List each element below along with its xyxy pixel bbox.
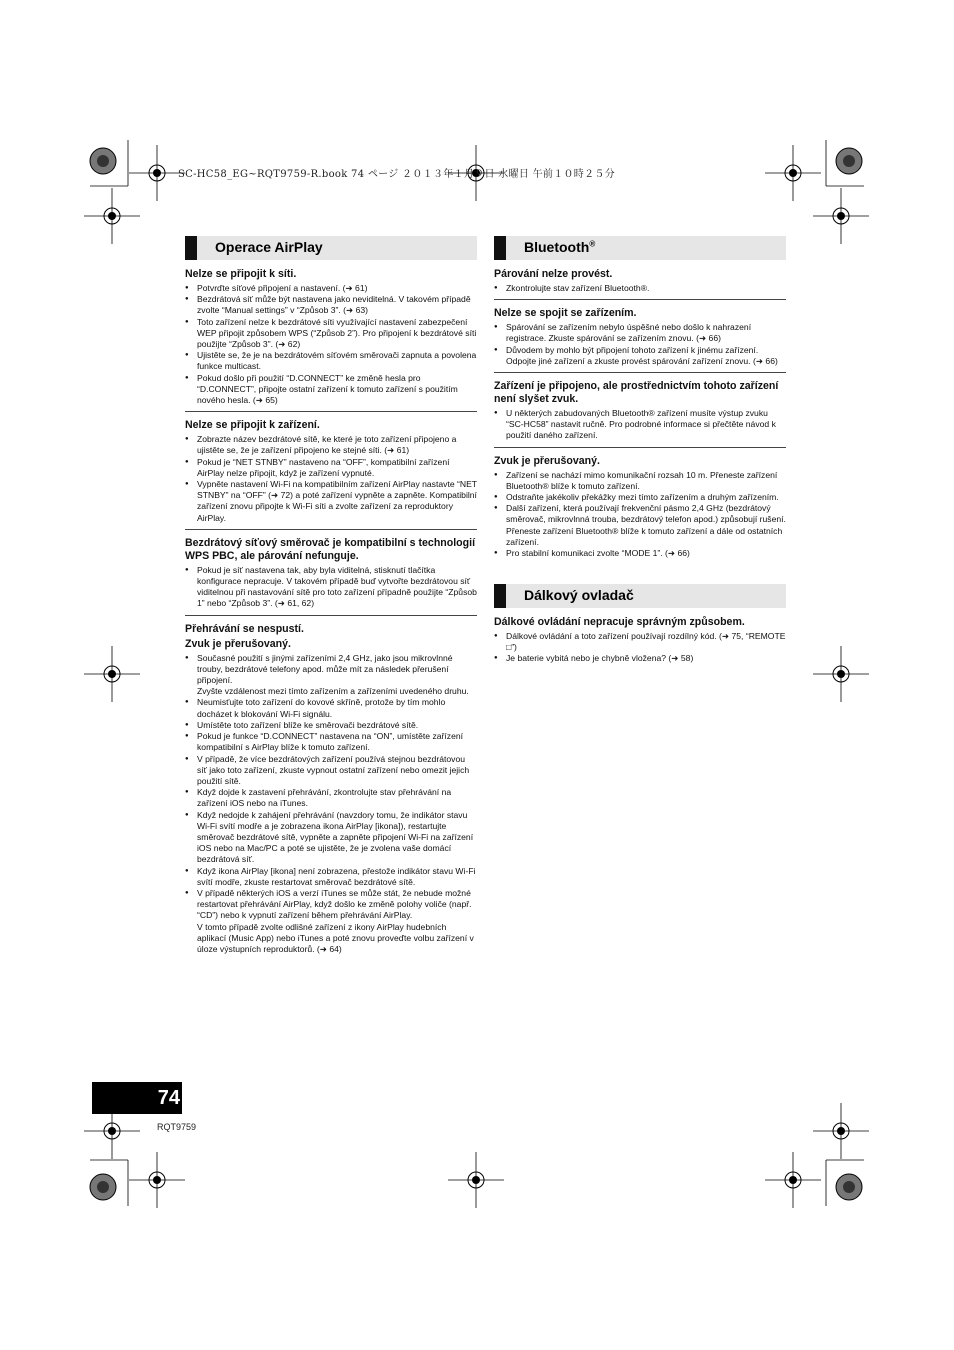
bullet-list [185, 565, 477, 610]
bullet-list [185, 283, 477, 406]
list-item: ● Potvrďte síťové připojení a nastavení. (➜ 61) [185, 283, 477, 294]
list-item: ● Je baterie vybitá nebo je chybně vložena? (➜ 58) [494, 653, 786, 664]
list-item: ● Bezdrátová síť může být nastavena jako neviditelná. V takovém případě zvolte “Manual settings” v “Způsob 3”. (➜ 63) [185, 294, 477, 316]
airplay-section [185, 236, 477, 967]
list-item: ● Pro stabilní komunikaci zvolte “MODE 1”. (➜ 66) [494, 548, 786, 559]
list-item: ● Současné použití s jinými zařízeními 2,4 GHz, jako jsou mikrovlnné trouby, bezdrátové telefony apod. může mít za následek přerušení připojení. [185, 653, 477, 687]
list-item: ● Zařízení se nachází mimo komunikační rozsah 10 m. Přeneste zařízení Bluetooth® blíže k tomuto zařízení. [494, 470, 786, 492]
trouble-group [494, 268, 786, 300]
registration-cross-icon [129, 1152, 185, 1208]
bullet-list [494, 283, 786, 294]
trouble-group [185, 268, 477, 412]
bluetooth-section [494, 236, 786, 571]
list-item: ● Neumisťujte toto zařízení do kovové skříně, protože by tím mohlo docházet k blokování Wi-Fi signálu. [185, 697, 477, 719]
registration-cross-icon [813, 188, 869, 244]
list-item: ● Spárování se zařízením nebylo úspěšné nebo došlo k nahrazení registrace. Zkuste spárování se zařízením znovu. (➜ 66) [494, 322, 786, 344]
registration-cross-icon [765, 1152, 821, 1208]
bullet-list [494, 631, 786, 665]
bullet-list [185, 653, 477, 687]
group-title: Párování nelze provést. [494, 268, 613, 280]
registration-cross-icon [765, 145, 821, 201]
list-item: ● V případě, že více bezdrátových zařízení používá stejnou bezdrátovou síť jako toto zařízení, zkuste vypnout ostatní zařízení nebo omezit jejich použití sítě. [185, 754, 477, 788]
section-title: Operace AirPlay [215, 239, 323, 255]
section-title [524, 239, 595, 255]
registration-cross-icon [84, 188, 140, 244]
list-item: ● Pokud došlo při použití “D.CONNECT” ke změně hesla pro “D.CONNECT”, připojte ostatní zařízení k tomuto zařízení s použitím nového hesla. (➜ 65) [185, 373, 477, 407]
group-title: Zařízení je připojeno, ale prostřednictvím tohoto zařízení není slyšet zvuk. [494, 380, 779, 406]
group-title-secondary: Zvuk je přerušovaný. [185, 637, 291, 650]
list-note: V tomto případě zvolte odlišné zařízení z ikony AirPlay hudebních aplikací (Music App) nebo iTunes a poté znovu proveďte volbu zařízení v úloze výstupních reproduktorů. (➜ 64) [197, 921, 474, 954]
list-item: ● Pokud je “NET STNBY” nastaveno na “OFF”, kompatibilní zařízení AirPlay nelze připojit, když je zařízení vypnuté. [185, 457, 477, 479]
registration-cross-icon [813, 646, 869, 702]
trouble-group [185, 623, 477, 960]
registration-star-icon [836, 148, 862, 174]
list-item: ● Toto zařízení nelze k bezdrátové síti využívající nastavení zabezpečení WEP připojit způsobem WPS (“Způsob 2”). Pro připojení k bezdrátové síti použijte “Způsob 3”. (➜ 62) [185, 317, 477, 351]
page-number: 74 [92, 1082, 182, 1114]
list-item: ● Zkontrolujte stav zařízení Bluetooth®. [494, 283, 786, 294]
group-title: Přehrávání se nespustí. [185, 622, 304, 635]
list-item: ● Zobrazte název bezdrátové sítě, ke které je toto zařízení připojeno a ujistěte se, že je zařízení připojeno ke stejné síti. (➜ 61) [185, 434, 477, 456]
section-header-bluetooth [494, 236, 786, 260]
list-item: ● Ujistěte se, že je na bezdrátovém síťovém směrovači zapnuta a povolena funkce multicast. [185, 350, 477, 372]
remote-section [494, 584, 786, 677]
section-header-remote [494, 584, 786, 608]
group-title: Nelze se připojit k síti. [185, 268, 297, 280]
list-item: ● Pokud je síť nastavena tak, aby byla viditelná, stisknutí tlačítka konfigurace nepracuje. V takovém případě buď vytvořte bezdrátovou síť viditelnou při nastavování sítě pro toto zařízení případně použijte “Způsob 1” nebo “Způsob 3”. (➜ 61, 62) [185, 565, 477, 610]
bullet-list [494, 408, 786, 442]
section-header-bar [494, 584, 506, 608]
bullet-list [494, 470, 786, 560]
list-item: ● Další zařízení, která používají frekvenční pásmo 2,4 GHz (bezdrátový směrovač, mikrovlnná trouba, bezdrátový telefon apod.) způsobují rušení. Přeneste zařízení Bluetooth® blíže k tomuto zařízení a dále od ostatních zařízení. [494, 503, 786, 548]
print-info-line: SC-HC58_EG~RQT9759-R.book 74 ページ ２０１３年１月９日 水曜日 午前１０時２５分 [178, 169, 615, 180]
document-code: RQT9759 [157, 1122, 197, 1132]
section-header-bar [494, 236, 506, 260]
trouble-group [494, 616, 786, 670]
bullet-list [185, 434, 477, 524]
trouble-group [494, 380, 786, 448]
list-item: ● Umístěte toto zařízení blíže ke směrovači bezdrátové sítě. [185, 720, 477, 731]
list-item: ● Dálkové ovládání a toto zařízení používají rozdílný kód. (➜ 75, “REMOTE □”) [494, 631, 786, 653]
group-title: Dálkové ovládání nepracuje správným způsobem. [494, 616, 745, 628]
registered-mark: ® [589, 239, 596, 249]
trouble-group [185, 537, 477, 616]
bullet-list [494, 322, 786, 367]
group-title: Nelze se spojit se zařízením. [494, 307, 637, 320]
trouble-group [494, 455, 786, 565]
registration-star-icon [90, 148, 116, 174]
section-title-text: Bluetooth [524, 239, 590, 255]
registration-star-icon [90, 1174, 116, 1200]
section-header-bar [185, 236, 197, 260]
list-item: ● V případě některých iOS a verzí iTunes se může stát, že nebude možné restartovat přehrávání AirPlay, když došlo ke změně polohy voliče (např. “CD”) nebo k vypnutí zařízení během přehrávání AirPlay. [185, 888, 477, 922]
bullet-list [185, 697, 477, 921]
registration-star-icon [836, 1174, 862, 1200]
list-item: ● Když ikona AirPlay [ikona] není zobrazena, přestože indikátor stavu Wi-Fi svítí modře, zkuste restartovat směrovač bezdrátové sítě. [185, 866, 477, 888]
group-title: Zvuk je přerušovaný. [494, 454, 600, 467]
registration-cross-icon [129, 145, 185, 201]
list-item: ● Vypněte nastavení Wi-Fi na kompatibilním zařízení AirPlay nastavte “NET STNBY” na “OFF” (➜ 72) a poté zařízení vypněte a zapněte. Kompatibilní zařízení znovu připojte k Wi-Fi síti a zvolte zařízení za reproduktory AirPlay. [185, 479, 477, 524]
trouble-group [494, 307, 786, 373]
list-item: ● Odstraňte jakékoliv překážky mezi tímto zařízením a druhým zařízením. [494, 492, 786, 503]
registration-cross-icon [813, 1103, 869, 1159]
group-title: Bezdrátový síťový směrovač je kompatibilní s technologií WPS PBC, ale párování nefunguje. [185, 536, 476, 562]
list-item: ● Když nedojde k zahájení přehrávání (navzdory tomu, že indikátor stavu Wi-Fi svítí modře a je zobrazena ikona AirPlay [ikona]), restartujte směrovač bezdrátové sítě, vypněte a zapněte připojení Wi-Fi na zařízení iOS nebo na Mac/PC a poté se ujistěte, že je zvolena vaše domácí bezdrátová síť. [185, 810, 477, 866]
list-item: ● U některých zabudovaných Bluetooth® zařízení musíte výstup zvuku “SC-HC58” nastavit ručně. Pro podrobné informace si přečtěte návod k použití daného zařízení. [494, 408, 786, 442]
registration-cross-icon [448, 1152, 504, 1208]
registration-cross-icon [84, 646, 140, 702]
list-item: ● Když dojde k zastavení přehrávání, zkontrolujte stav přehrávání na zařízení iOS nebo na iTunes. [185, 787, 477, 809]
list-item: ● Důvodem by mohlo být připojení tohoto zařízení k jinému zařízení. Odpojte jiné zařízení a zkuste provést spárování zařízení znovu. (➜ 66) [494, 345, 786, 367]
group-title: Nelze se připojit k zařízení. [185, 419, 320, 432]
section-header-airplay [185, 236, 477, 260]
section-title: Dálkový ovladač [524, 587, 634, 603]
list-item: ● Pokud je funkce “D.CONNECT” nastavena na “ON”, umístěte zařízení kompatibilní s AirPlay blíže k tomuto zařízení. [185, 731, 477, 753]
list-note: Zvyšte vzdálenost mezi tímto zařízením a zařízeními uvedeného druhu. [197, 686, 469, 697]
trouble-group [185, 419, 477, 530]
